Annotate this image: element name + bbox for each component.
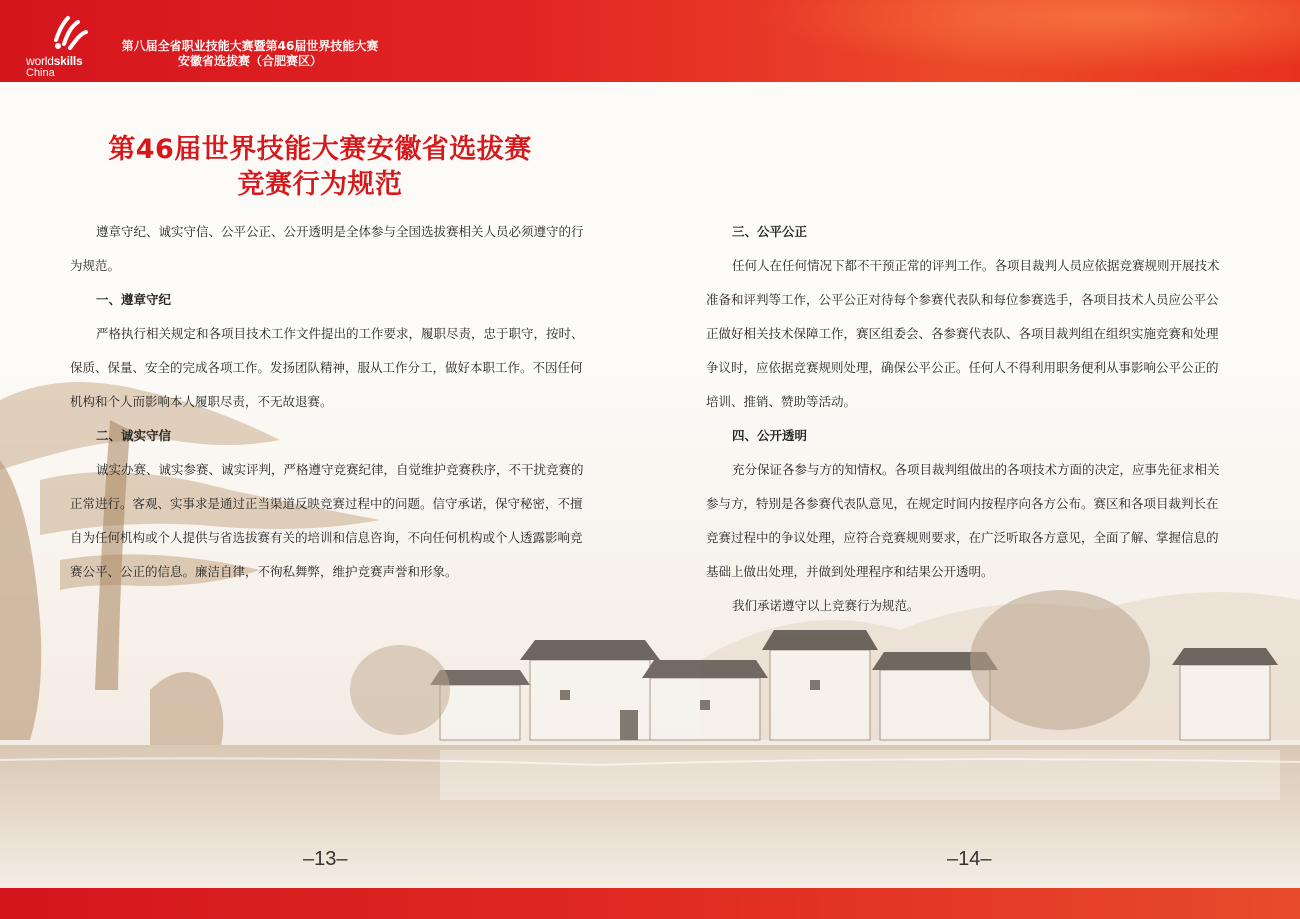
closing-statement: 我们承诺遵守以上竞赛行为规范。 bbox=[732, 598, 920, 613]
footer-banner bbox=[0, 888, 1300, 919]
header-title bbox=[100, 39, 400, 69]
section1-heading: 一、遵章守纪 bbox=[96, 292, 172, 307]
section4-body: 充分保证各参与方的知情权。各项目裁判组做出的各项技术方面的决定，应事先征求相关参与方，特别是各参赛代表队意见，在规定时间内按程序向各方公布。赛区和各项目裁判长在竞赛过程中的争议处理，应符合竞赛规则要求，在广泛听取各方意见，全面了解、掌握信息的基础上做出处理，并做到处理程序和结果公开透明。 bbox=[706, 462, 1220, 579]
intro-paragraph: 遵章守纪、诚实守信、公平公正、公开透明是全体参与全国选拔赛相关人员必须遵守的行为规范。 bbox=[70, 224, 584, 273]
document-title bbox=[60, 132, 580, 202]
left-page-body bbox=[70, 215, 586, 589]
document-title-line2: 竞赛行为规范 bbox=[237, 169, 403, 200]
section2-heading: 二、诚实守信 bbox=[96, 428, 172, 443]
header-title-line1: 第八届全省职业技能大赛暨第46届世界技能大赛 bbox=[121, 39, 379, 53]
worldskills-china-logo: worldskills China bbox=[22, 14, 94, 74]
page-number-left: –13– bbox=[303, 848, 348, 870]
document-title-line1: 第46届世界技能大赛安徽省选拔赛 bbox=[108, 134, 532, 165]
header-banner bbox=[0, 0, 1300, 82]
page-number-right: –14– bbox=[947, 848, 992, 870]
section3-body: 任何人在任何情况下都不干预正常的评判工作。各项目裁判人员应依据竞赛规则开展技术准备和评判等工作，公平公正对待每个参赛代表队和每位参赛选手，各项目技术人员应公平公正做好相关技术保障工作，赛区组委会、各参赛代表队、各项目裁判组在组织实施竞赛和处理争议时，应依据竞赛规则处理，确保公平公正。任何人不得利用职务便利从事影响公平公正的培训、推销、赞助等活动。 bbox=[706, 258, 1220, 409]
section2-body: 诚实办赛、诚实参赛、诚实评判，严格遵守竞赛纪律，自觉维护竞赛秩序，不干扰竞赛的正常进行。客观、实事求是通过正当渠道反映竞赛过程中的问题。信守承诺，保守秘密，不擅自为任何机构或个人提供与省选拔赛有关的培训和信息咨询，不向任何机构或个人透露影响竞赛公平、公正的信息。廉洁自律，不徇私舞弊，维护竞赛声誉和形象。 bbox=[70, 462, 584, 579]
logo-country-text: China bbox=[26, 67, 55, 79]
section4-heading: 四、公开透明 bbox=[732, 428, 808, 443]
right-page-body bbox=[706, 215, 1226, 623]
section1-body: 严格执行相关规定和各项目技术工作文件提出的工作要求，履职尽责，忠于职守，按时、保质、保量、安全的完成各项工作。发扬团队精神，服从工作分工，做好本职工作。不因任何机构和个人而影响本人履职尽责，不无故退赛。 bbox=[70, 326, 584, 409]
header-title-line2: 安徽省选拔赛（合肥赛区） bbox=[177, 54, 322, 68]
worldskills-hand-icon bbox=[50, 14, 90, 54]
section3-heading: 三、公平公正 bbox=[732, 224, 808, 239]
